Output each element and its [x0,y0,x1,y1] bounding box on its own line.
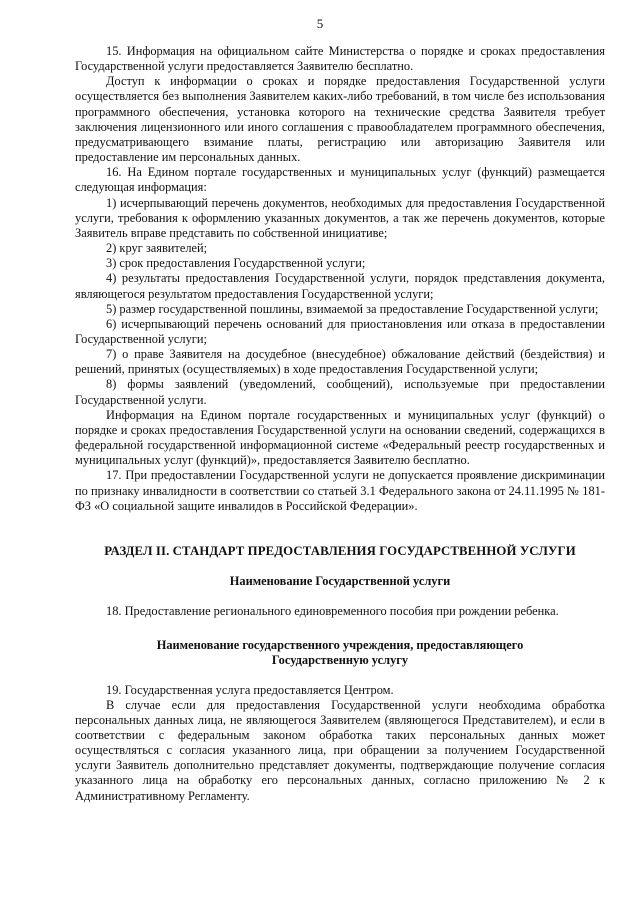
paragraph-19-continued: В случае если для предоставления Государственной услуги необходима обработка персональных данных лица, не являющегося Заявителем (являющегося Представителем), и если в соответствии с федеральным законом обработка таких персональных данных может осуществляться с согласия указанного лица, при обращении за получением Государственной услуги Заявитель дополнительно представляет документы, подтверждающие получение согласия указанного лица на обработку его персональных данных, согласно приложению № 2 к Административному Регламенту. [75,697,605,803]
list-item-7: 7) о праве Заявителя на досудебное (внесудебное) обжалование действий (бездействия) и решений, принятых (осуществляемых) в ходе предоставления Государственной услуги; [75,347,605,377]
list-item-1: 1) исчерпывающий перечень документов, необходимых для предоставления Государственной услуги, требования к оформлению указанных документов, а так же перечень документов, которые Заявитель вправе представить по собственной инициативе; [75,195,605,240]
paragraph-18: 18. Предоставление регионального единовременного пособия при рождении ребенка. [106,604,559,619]
page-number: 5 [316,16,324,31]
subheading-institution-line-2: Государственную услугу [271,653,409,667]
paragraph-portal-info: Информация на Едином портале государственных и муниципальных услуг (функций) о порядке и сроках предоставления Государственной услуги на основании сведений, содержащихся в федеральной государственной информационной системе «Федеральный реестр государственных и муниципальных услуг (функций)», предоставляется Заявителю бесплатно. [75,407,605,468]
document-body [75,44,605,804]
subheading-service-name: Наименование Государственной услуги [229,573,451,588]
list-item-3: 3) срок предоставления Государственной услуги; [106,256,366,271]
list-item-2: 2) круг заявителей; [106,241,208,256]
subheading-institution-line-1: Наименование государственного учреждения, предоставляющего [156,637,524,652]
paragraph-17: 17. При предоставлении Государственной услуги не допускается проявление дискриминации по признаку инвалидности в соответствии со статьей 3.1 Федерального закона от 24.11.1995 № 181-ФЗ «О социальной защите инвалидов в Российской Федерации». [75,468,605,513]
section-title: РАЗДЕЛ II. СТАНДАРТ ПРЕДОСТАВЛЕНИЯ ГОСУДАРСТВЕННОЙ УСЛУГИ [104,543,576,558]
list-item-8: 8) формы заявлений (уведомлений, сообщений), используемые при предоставлении Государственной услуги. [75,377,605,407]
paragraph-info-access: Доступ к информации о сроках и порядке предоставления Государственной услуги осуществляется без выполнения Заявителем каких-либо требований, в том числе без использования программного обеспечения, установка которого на технические средства Заявителя требует заключения лицензионного или иного соглашения с правообладателем программного обеспечения, предусматривающего взимание платы, регистрацию или авторизацию Заявителя или предоставление им персональных данных. [75,74,605,165]
list-item-4: 4) результаты предоставления Государственной услуги, порядок представления документа, являющегося результатом предоставления Государственной услуги; [75,271,605,301]
paragraph-16: 16. На Едином портале государственных и муниципальных услуг (функций) размещается следующая информация: [75,165,605,195]
paragraph-15: 15. Информация на официальном сайте Министерства о порядке и сроках предоставления Государственной услуги предоставляется Заявителю бесплатно. [75,44,605,74]
paragraph-19: 19. Государственная услуга предоставляется Центром. [106,682,394,697]
list-item-6: 6) исчерпывающий перечень оснований для приостановления или отказа в предоставлении Государственной услуги; [75,316,605,346]
list-item-5: 5) размер государственной пошлины, взимаемой за предоставление Государственной услуги; [106,301,599,316]
